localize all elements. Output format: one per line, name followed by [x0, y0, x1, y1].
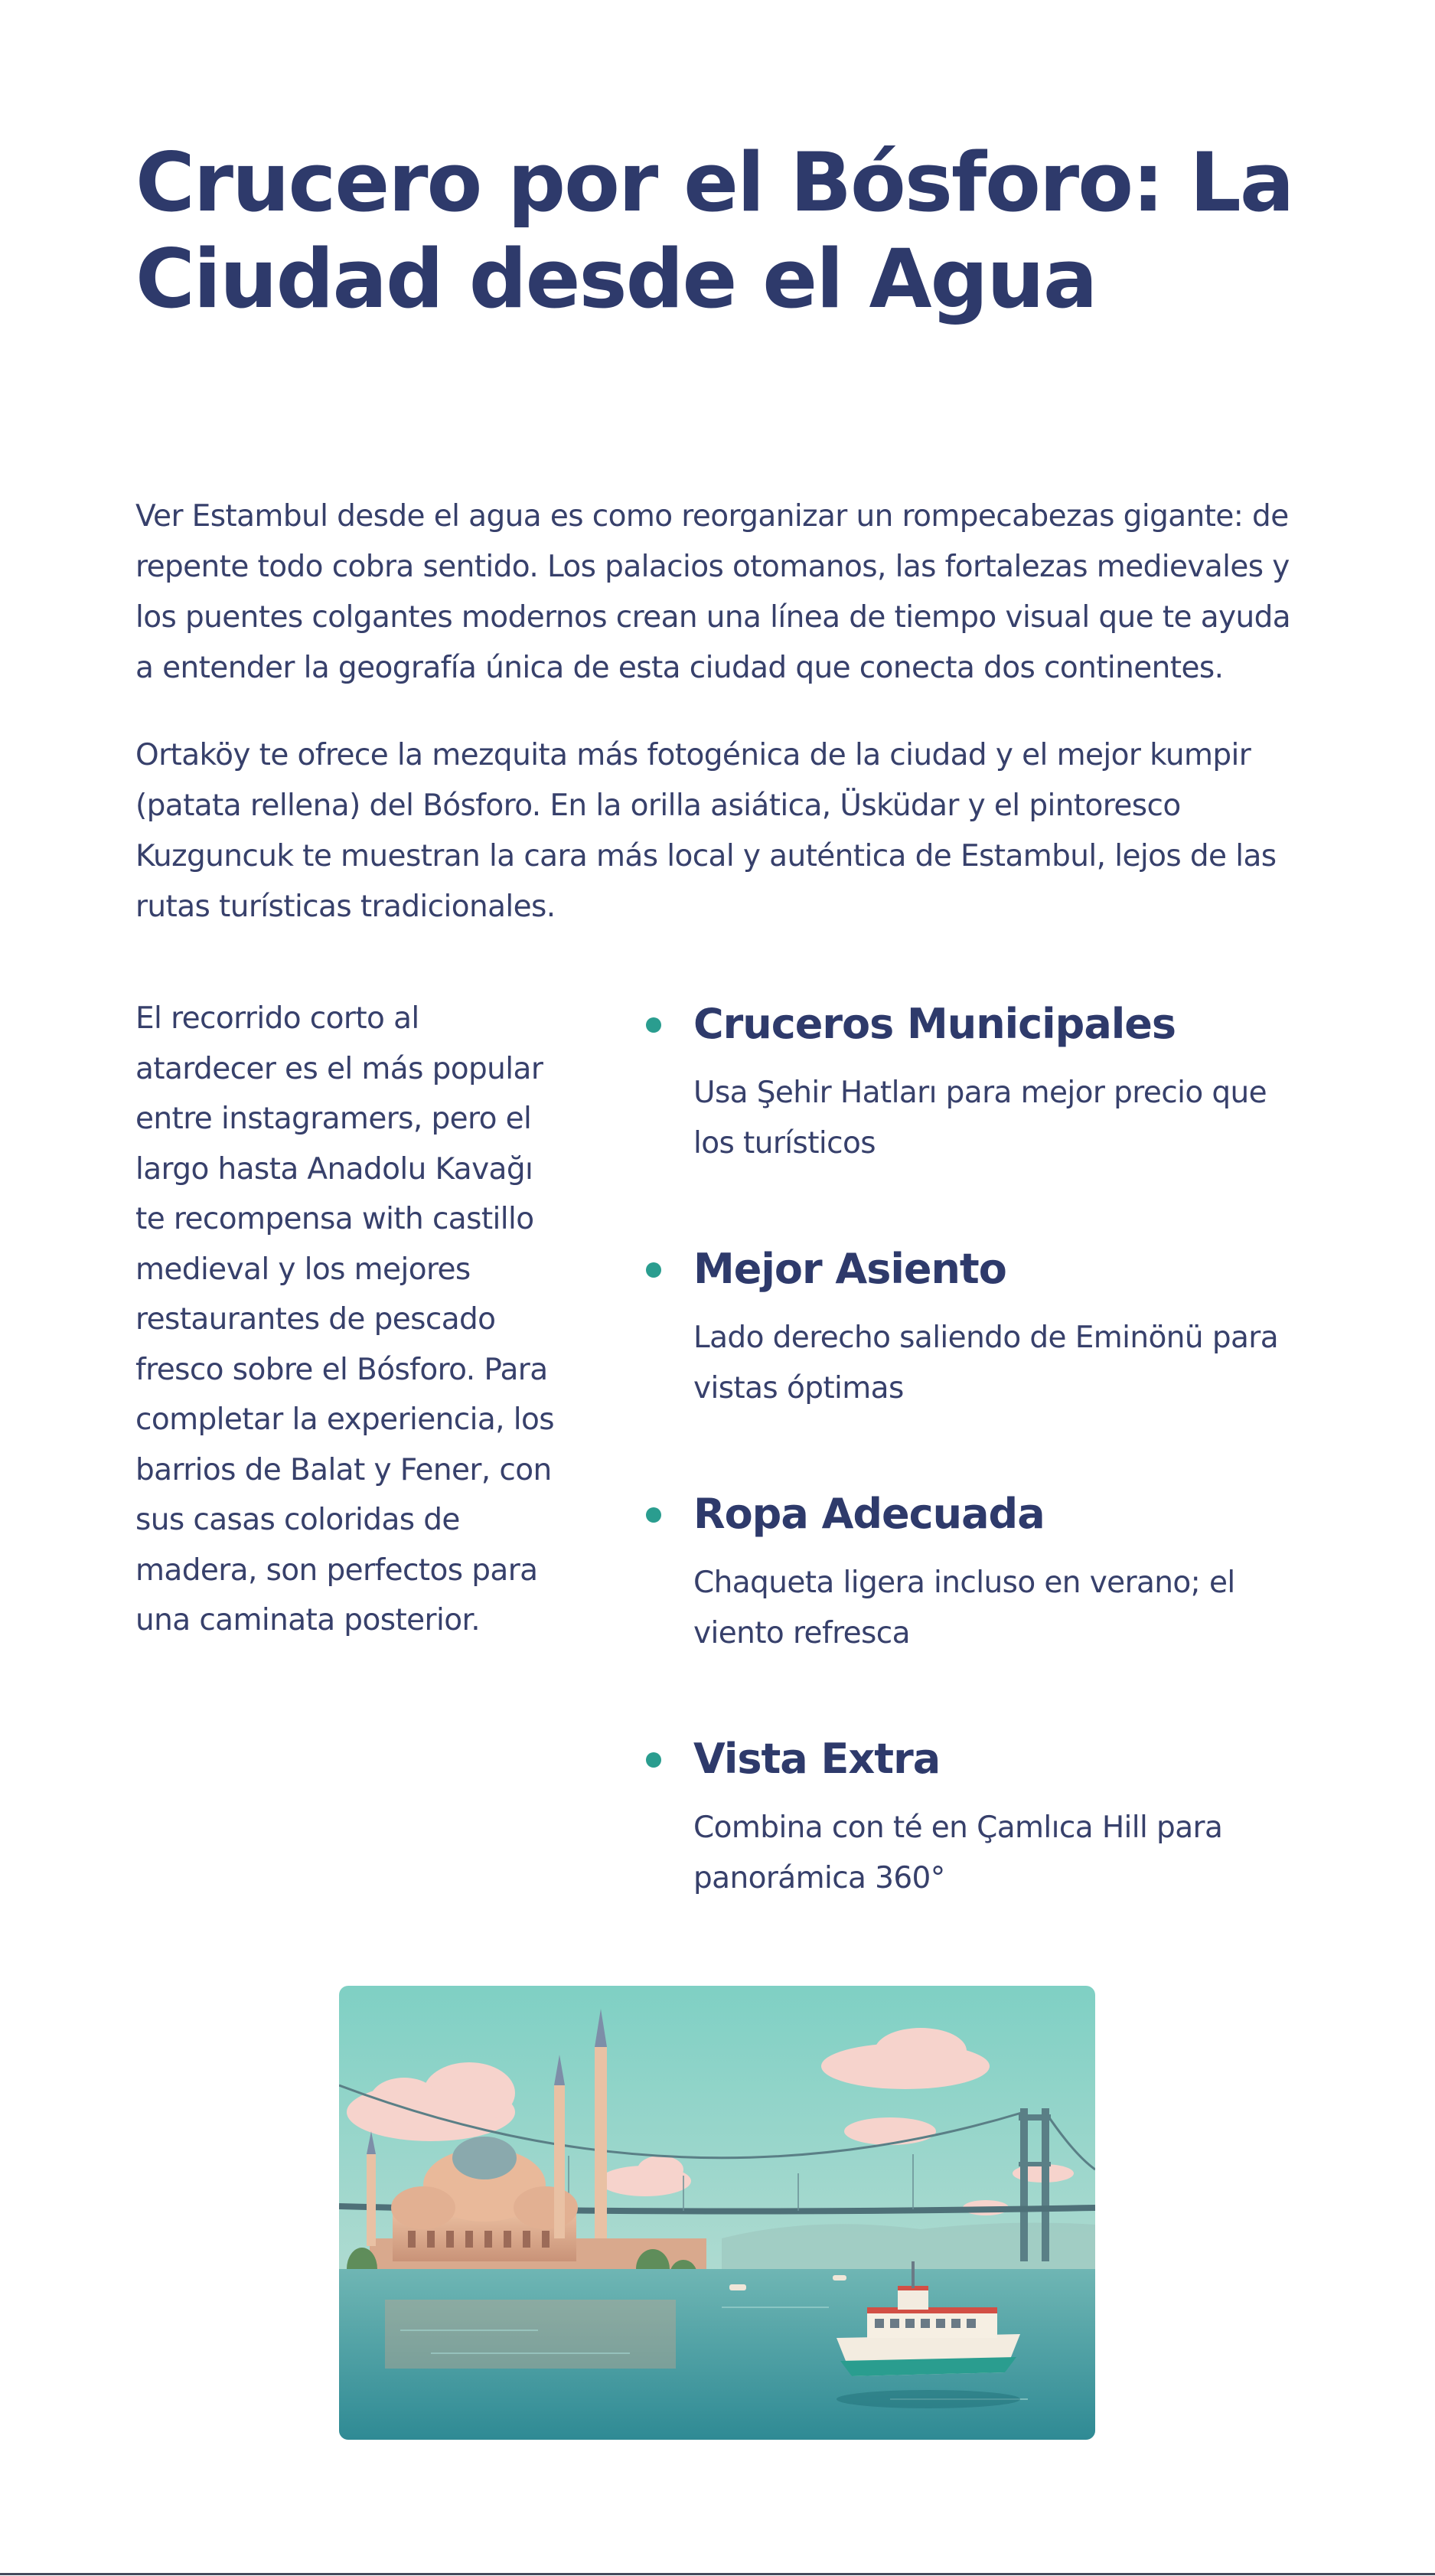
tip-text: Usa Şehir Hatları para mejor precio que los turísticos [693, 1076, 1267, 1161]
article-title: Crucero por el Bósforo: La Ciudad desde el Agua [135, 135, 1293, 326]
tip-item [643, 1484, 1301, 1729]
tips-list [643, 994, 1301, 1974]
tip-item [643, 1729, 1301, 1974]
bullet-dot-icon [646, 1262, 661, 1278]
bullet-dot-icon [646, 1507, 661, 1523]
bullet-dot-icon [646, 1752, 661, 1768]
tip-title: Mejor Asiento [693, 1245, 1006, 1293]
bullet-dot-icon [646, 1017, 661, 1033]
tip-title: Vista Extra [693, 1735, 941, 1783]
route-paragraph: El recorrido corto al atardecer es el más popular entre instagramers, pero el largo hasta Anadolu Kavağı te recompensa with castillo medieval y los mejores restaurantes de pescado fresco sobre el Bósforo. Para completar la experiencia, los barrios de Balat y Fener, con sus casas coloridas de madera, son perfectos para una caminata posterior. [135, 1001, 554, 1637]
bottom-divider [0, 2573, 1435, 2575]
intro-paragraph: Ver Estambul desde el agua es como reorganizar un rompecabezas gigante: de repente todo cobra sentido. Los palacios otomanos, las fortalezas medievales y los puentes colgantes modernos crean una línea de tiempo visual que te ayuda a entender la geografía única de esta ciudad que conecta dos continentes. [135, 499, 1291, 685]
tip-title: Cruceros Municipales [693, 1000, 1176, 1048]
tip-title: Ropa Adecuada [693, 1490, 1045, 1538]
tip-text: Combina con té en Çamlıca Hill para panorámica 360° [693, 1810, 1223, 1895]
bosphorus-illustration [339, 1986, 1095, 2440]
tip-text: Lado derecho saliendo de Eminönü para vistas óptimas [693, 1321, 1279, 1406]
neighborhoods-paragraph: Ortaköy te ofrece la mezquita más fotogénica de la ciudad y el mejor kumpir (patata rellena) del Bósforo. En la orilla asiática, Üsküdar y el pintoresco Kuzguncuk te muestran la cara más local y auténtica de Estambul, lejos de las rutas turísticas tradicionales. [135, 738, 1277, 924]
tip-item [643, 1239, 1301, 1484]
tip-item [643, 994, 1301, 1239]
tip-text: Chaqueta ligera incluso en verano; el viento refresca [693, 1566, 1235, 1650]
